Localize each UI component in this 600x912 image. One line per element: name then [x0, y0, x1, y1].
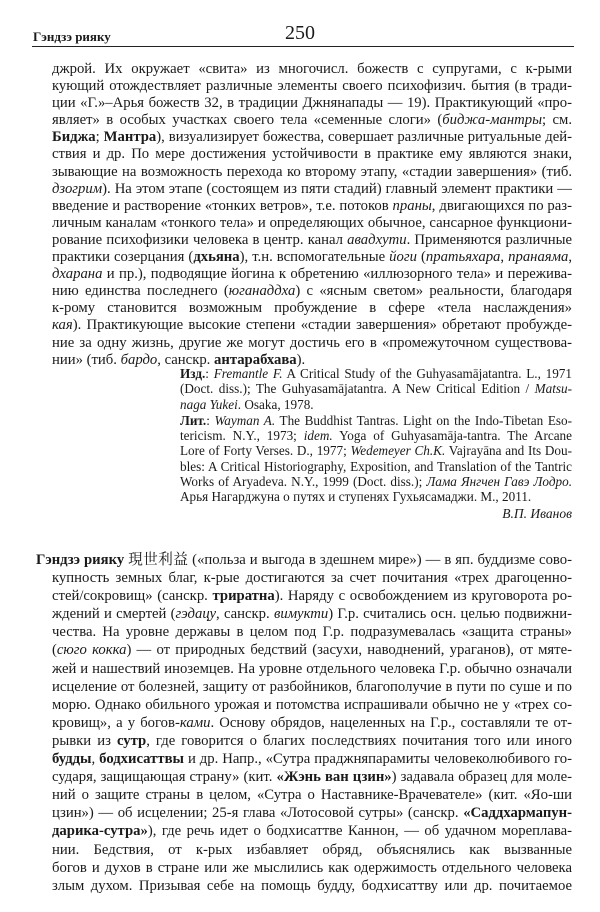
text-line [52, 249, 572, 266]
bold-term: дарика-сутра» [52, 823, 148, 840]
text-run: к-рому становится возможным пробуждение в сфере «тела наслаждения» [52, 300, 572, 317]
text-run: ). Наряду с освобождением из круговорота ро- [274, 588, 572, 605]
text-run: купность земных благ, к-рые достигаются за счет почитания «трех драгоценно- [52, 570, 572, 587]
italic-term: Matsu- [534, 381, 572, 397]
text-run: являет» в особых участках своего тела «семенные слоги» ( [52, 112, 443, 129]
bold-term: бодхисаттвы [99, 751, 184, 768]
text-run: , [91, 751, 100, 768]
text-line [36, 841, 572, 859]
text-run: tericism. N.Y., 1973; [180, 428, 304, 444]
bibliography-editions [180, 366, 572, 412]
italic-term: Лама Янгчен Гавэ Лодро. [426, 474, 572, 490]
bold-term: «Саддхармапун- [463, 805, 572, 822]
italic-term: naga Yukei [180, 396, 238, 412]
italic-term: пратьяхара [425, 249, 501, 266]
text-run: ), где речь идет о бодхисаттве Каннон, — об удачном мореплава- [147, 823, 572, 840]
text-run: ), т.н. вспомогательные [239, 249, 390, 266]
text-run: Арья Нагарджуна о путях и ступенях Гухьясамаджи. М., 2011. [180, 489, 532, 505]
text-line [52, 78, 572, 95]
text-line [36, 750, 572, 768]
text-line [180, 489, 572, 504]
text-line [180, 397, 572, 412]
text-run: Yoga of Guhyasamāja-tantra. The Arcane [332, 428, 572, 444]
italic-term: бардо [120, 351, 158, 368]
bold-term: Мантра [103, 129, 157, 146]
text-run: стей/сокровищ» (санскр. [52, 588, 213, 605]
text-line [36, 551, 572, 569]
text-run: The Buddhist Tantras. Light on the Indo-Tibetan Eso- [275, 412, 572, 428]
bold-term: сутр [116, 732, 147, 749]
text-run: сударя, защищающая страну» (кит. [52, 769, 277, 786]
text-run: Works of Aryadeva. N.Y., 1999 (Doct. diss.); [180, 474, 427, 490]
text-line [52, 181, 572, 198]
text-run: личным каналам «тонкого тела» и определяющих обычное, сансарное функциони- [52, 214, 572, 231]
italic-term: дхарана [52, 266, 103, 283]
text-line [36, 623, 572, 641]
text-run: кровищ», а у богов- [52, 714, 180, 731]
text-run: рование психофизики человека в центр. канал [52, 231, 348, 248]
text-run: ) Г.р. считались осн. целью подвижни- [328, 606, 572, 623]
text-line [52, 61, 572, 78]
text-line [52, 112, 572, 129]
text-run: нии. Бедствия, от к-рых избавляет обряд, объяснялись как вызванные [52, 841, 572, 858]
text-line [36, 641, 572, 659]
italic-term: гэдацу [175, 606, 217, 623]
text-line [180, 381, 572, 396]
text-run: Vajrayāna and Its Dou- [445, 443, 572, 459]
text-run: , санскр. [216, 606, 274, 623]
text-run: , двигающихся по раз- [431, 197, 572, 214]
text-run: ). Практикующие высокие степени «стадии завершения» обретают пробужде- [72, 317, 572, 334]
text-line [180, 443, 572, 458]
entry-gendze-riyaku [36, 551, 572, 895]
text-run: ) задавала образец для моле- [391, 769, 572, 786]
italic-term: дзогрим [52, 180, 103, 197]
article-author [180, 506, 572, 522]
text-line [52, 335, 572, 352]
text-line [180, 366, 572, 381]
bold-term: Гэндзэ рияку [36, 552, 125, 568]
text-line [36, 732, 572, 750]
text-line [36, 714, 572, 732]
text-run: 現世利益 («польза и выгода в здешнем мире») — в яп. буддизме сово- [124, 552, 572, 568]
text-run: нии» (тиб. [52, 351, 121, 368]
text-line [52, 317, 572, 334]
text-run: рывки из [52, 732, 117, 749]
text-run: (Doct. diss.); The Guhyasamājatantra. A New Critical Edition / [180, 381, 535, 397]
italic-term: Fremantle F. [213, 366, 283, 381]
bold-term: Биджа [52, 129, 96, 146]
text-line [52, 129, 572, 146]
text-line [52, 283, 572, 300]
text-run: и пр.), подводящие йогина к обретению «иллюзорного тела» и пережива- [102, 266, 572, 283]
text-run: , [500, 249, 509, 266]
text-line [36, 768, 572, 786]
text-run: , санскр. [157, 351, 215, 368]
text-run: злым духом. Призывая себе на помощь будду, бодхисаттву или др. почитаемое [52, 877, 572, 894]
text-run: ). [296, 351, 306, 368]
text-line [52, 198, 572, 215]
text-line [36, 569, 572, 587]
text-run: богов и духов в стране или же мыслились как одержимость отдельного человека [52, 859, 572, 876]
text-line [36, 678, 572, 696]
bold-term: Изд. [180, 366, 206, 381]
text-run: жей и нашествий иноземцев. На уровне отдельного человека Г.р. обычно означали [52, 660, 572, 677]
text-line [180, 428, 572, 443]
italic-term: кая [52, 317, 73, 334]
bold-term: Лит. [180, 412, 207, 428]
italic-term: idem. [303, 428, 333, 444]
header-rule [32, 46, 574, 47]
text-line [180, 459, 572, 474]
text-line [52, 146, 572, 163]
author-name: В.П. Иванов [502, 506, 572, 521]
italic-term: Wedemeyer Ch.K. [350, 443, 446, 459]
text-line [36, 786, 572, 804]
bold-term: триратна [212, 588, 275, 605]
text-run: ции «Г.»–Арья божеств 32, в традиции Джнянапады — 19). Практикующий «про- [52, 95, 572, 112]
text-run: ( [52, 642, 57, 659]
page-number: 250 [285, 22, 315, 44]
text-run: ) с «ясным светом» реальности, благодаря [295, 283, 572, 300]
text-run: , где говорится о благих последствиях почитания того или иного [146, 732, 572, 749]
text-run: A Critical Study of the Guhyasamājatantra. L., 1971 [282, 366, 572, 381]
text-run: bles: A Critical Historiography, Exposition, and Translation of the Tantric [180, 458, 572, 474]
text-run: ( [416, 249, 426, 266]
bibliography [180, 366, 572, 505]
text-line [52, 215, 572, 232]
bibliography-literature [180, 413, 572, 505]
italic-term: пранаяма [508, 249, 569, 266]
text-run: , [568, 249, 572, 266]
text-line [52, 164, 572, 181]
text-line [52, 95, 572, 112]
text-run: ний о защите страны в целом, «Сутра о Наставнике-Врачевателе» (кит. «Яо-ши [52, 787, 572, 804]
text-run: зывающие на возможность перехода ко второму этапу, «стадии завершения» (тиб. [52, 163, 572, 180]
text-run: . Применяются различные [406, 231, 572, 248]
paragraph-continued [52, 61, 572, 369]
text-run: нию единства последнего ( [52, 283, 229, 300]
text-run: . Основу обрядов, нацеленных на Г.р., составляли те от- [210, 714, 572, 731]
text-run: чества. На уровне державы в целом под Г.р. подразумевалась «защита страны» [52, 624, 572, 641]
text-run: ние за одну жизнь, другие же могут достичь его в «промежуточном существова- [52, 334, 572, 351]
text-run: : [206, 412, 215, 428]
bold-term: дхьяна [193, 249, 240, 266]
italic-term: биджа-мантры [442, 112, 543, 129]
text-line [36, 605, 572, 623]
italic-term: праны [392, 197, 432, 214]
text-run: ) — от природных бедствий (засухи, наводнений, ураганов), от мяте- [126, 642, 572, 659]
italic-term: сюго кокка [56, 642, 127, 659]
text-run: и др. Напр., «Сутра праджняпарамиты человеколюбивого го- [183, 751, 572, 768]
text-run: : [205, 366, 214, 381]
text-line [52, 266, 572, 283]
text-run: практики созерцания ( [52, 249, 194, 266]
text-line [180, 413, 572, 428]
text-run: введение и растворение «тонких ветров», т.е. потоков [52, 197, 393, 214]
text-run: ствия и др. По мере достижения устойчивости в практике ему являются знаки, [52, 146, 572, 163]
text-run: ), визуализирует божества, совершает различные ритуальные дей- [156, 129, 572, 146]
text-line [36, 859, 572, 877]
text-run: ; [95, 129, 104, 146]
text-line [36, 804, 572, 822]
text-line [52, 300, 572, 317]
text-line [52, 232, 572, 249]
text-line [36, 822, 572, 840]
text-run: исцеление от болезней, защиту от разбойников, благополучие в пути по суше и по [52, 678, 572, 695]
bold-term: «Жэнь ван цзин» [276, 769, 392, 786]
text-run: ). На этом этапе (состоящем из пяти стадий) главный элемент практики — [102, 180, 572, 197]
italic-term: авадхути [347, 231, 407, 248]
text-line [36, 660, 572, 678]
italic-term: юганаддха [228, 283, 296, 300]
italic-term: ками [179, 714, 211, 731]
text-run: джрой. Их окружает «свита» из многочисл. божеств с супругами, с к-рыми [52, 61, 572, 77]
text-run: Lore of Forty Verses. D., 1977; [180, 443, 351, 459]
text-run: ; см. [542, 112, 572, 129]
text-line [180, 474, 572, 489]
text-run: морю. Однако обильного урожая и потомства испрашивали обычно не у «трех со- [52, 696, 572, 713]
italic-term: вимукти [273, 606, 329, 623]
text-run: . Osaka, 1978. [237, 396, 314, 412]
italic-term: йоги [389, 249, 417, 266]
bold-term: антарабхава [214, 351, 297, 368]
text-line [36, 696, 572, 714]
text-run: ждений и смертей ( [52, 606, 176, 623]
running-title: Гэндзэ рияку [33, 29, 111, 44]
italic-term: Wayman A. [214, 412, 276, 428]
bold-term: будды [52, 751, 92, 768]
text-line [36, 877, 572, 895]
text-run: кующий отождествляет различные элементы своего психофизич. бытия (в тради- [52, 78, 572, 95]
text-run: цзин») — об исцелении; 25-я глава «Лотосовой сутры» (санскр. [52, 805, 464, 822]
text-line [36, 587, 572, 605]
